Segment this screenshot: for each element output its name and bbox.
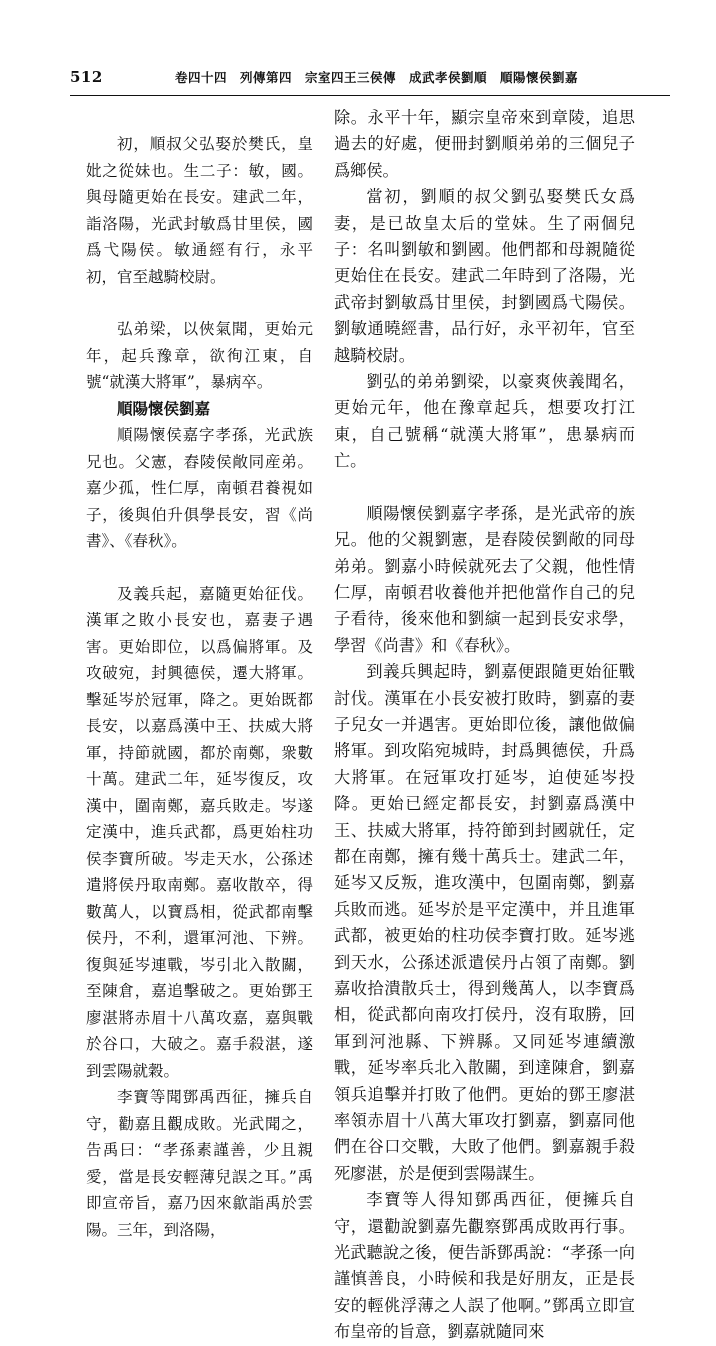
paragraph-continuation: 除。永平十年，顯宗皇帝來到章陵，追思過去的好處，便冊封劉順弟弟的三個兒子爲鄉侯。: [334, 108, 635, 180]
spacer: [334, 475, 635, 501]
paragraph-liu-jia-campaigns: 及義兵起，嘉隨更始征伐。漢軍之敗小長安也，嘉妻子遇害。更始即位，以爲偏將軍。及攻破宛，封興德侯，遷大將軍。擊延岑於冠軍，降之。更始既都長安，以嘉爲漢中王、扶威大將軍，持節就國，都於南鄭，衆數十萬。建武二年，延岑復反，攻漢中，圍南鄭，嘉兵敗走。岑遂定漢中，進兵武都，爲更始柱功侯李寶所破。岑走天水，公孫述遣將侯丹取南鄭。嘉收散卒，得數萬人，以寶爲相，從武都南擊侯丹，不利，還軍河池、下辨。復與延岑連戰，岑引北入散關，至陳倉，嘉追擊破之。更始鄧王廖湛將赤眉十八萬攻嘉，嘉與戰於谷口，大破之。嘉手殺湛，遂到雲陽就穀。: [86, 584, 313, 1080]
paragraph-liu-liang-translation: 劉弘的弟弟劉梁，以豪爽俠義聞名，更始元年，他在豫章起兵，想要攻打江東，自己號稱“就漢大將軍”，患暴病而亡。: [334, 372, 635, 471]
paragraph-li-bao-translation: 李寶等人得知鄧禹西征，便擁兵自守，還勸說劉嘉先觀察鄧禹成敗再行事。光武聽說之後，便告訴鄧禹說：“孝孫一向謹慎善良，小時候和我是好朋友，正是長安的輕佻浮薄之人誤了他啊。”鄧禹立即宣布皇帝的旨意，劉嘉就隨同來: [334, 1190, 635, 1342]
paragraph-liu-jia-intro: 順陽懷侯嘉字孝孫，光武族兄也。父憲，舂陵侯敞同産弟。嘉少孤，性仁厚，南頓君養視如子，後與伯升俱學長安，習《尚書》、《春秋》。: [86, 426, 313, 550]
running-title: 卷四十四 列傳第四 宗室四王三侯傳 成武孝侯劉順 順陽懷侯劉嘉: [175, 70, 579, 85]
paragraph-liu-jia-intro-translation: 順陽懷侯劉嘉字孝孫，是光武帝的族兄。他的父親劉憲，是舂陵侯劉敞的同母弟弟。劉嘉小時候就死去了父親，他性情仁厚，南頓君收養他并把他當作自己的兒子看待，後來他和劉縯一起到長安求學，學習《尚書》和《春秋》。: [334, 503, 635, 655]
spacer: [86, 555, 313, 581]
spacer: [86, 105, 313, 131]
section-heading: 順陽懷侯劉嘉: [117, 398, 211, 418]
paragraph-li-bao: 李寶等聞鄧禹西征，擁兵自守，勸嘉且觀成敗。光武聞之，告禹曰：“孝孫素謹善，少且親愛，當是長安輕薄兒誤之耳。”禹即宣帝旨，嘉乃因來歙詣禹於雲陽。三年，到洛陽，: [86, 1088, 313, 1239]
page-header: [70, 66, 670, 92]
header-rule: [70, 95, 670, 96]
spacer: [86, 290, 313, 316]
paragraph-liu-liang: 弘弟梁，以俠氣聞，更始元年，起兵豫章，欲徇江東，自號“就漢大將軍”，暴病卒。: [86, 320, 313, 391]
paragraph-liu-hong: 初，順叔父弘娶於樊氏，皇妣之從妹也。生二子：敏，國。與母隨更始在長安。建武二年，詣洛陽，光武封敏爲甘里侯，國爲弋陽侯。敏通經有行，永平初，官至越騎校尉。: [86, 135, 313, 286]
paragraph-liu-hong-translation: 當初，劉順的叔父劉弘娶樊氏女爲妻，是已故皇太后的堂妹。生了兩個兒子：名叫劉敏和劉國。他們都和母親隨從更始住在長安。建武二年時到了洛陽，光武帝封劉敏爲甘里侯，封劉國爲弋陽侯。劉敏通曉經書，品行好，永平初年，官至越騎校尉。: [334, 187, 635, 365]
translation-column: [334, 105, 635, 1346]
paragraph-liu-jia-campaigns-translation: 到義兵興起時，劉嘉便跟隨更始征戰討伐。漢軍在小長安被打敗時，劉嘉的妻子兒女一并遇害。更始即位後，讓他做偏將軍。到攻陷宛城時，封爲興德侯，升爲大將軍。在冠軍攻打延岑，迫使延岑投降。更始已經定都長安，封劉嘉爲漢中王、扶威大將軍，持符節到封國就任，定都在南鄭，擁有幾十萬兵士。建武二年，延岑又反叛，進攻漢中，包圍南鄭，劉嘉兵敗而逃。延岑於是平定漢中，并且進軍武都，被更始的柱功侯李寶打敗。延岑逃到天水，公孫述派遣侯丹占領了南鄭。劉嘉收拾潰散兵士，得到幾萬人，以李寶爲相，從武都向南攻打侯丹，沒有取勝，回軍到河池縣、下辨縣。又同延岑連續激戰，延岑率兵北入散關，到達陳倉，劉嘉領兵追擊并打敗了他們。更始的鄧王廖湛率領赤眉十八萬大軍攻打劉嘉，劉嘉同他們在谷口交戰，大敗了他們。劉嘉親手殺死廖湛，於是便到雲陽謀生。: [334, 662, 635, 1183]
page-number: 512: [70, 68, 103, 86]
classical-text-column: [86, 105, 313, 1243]
